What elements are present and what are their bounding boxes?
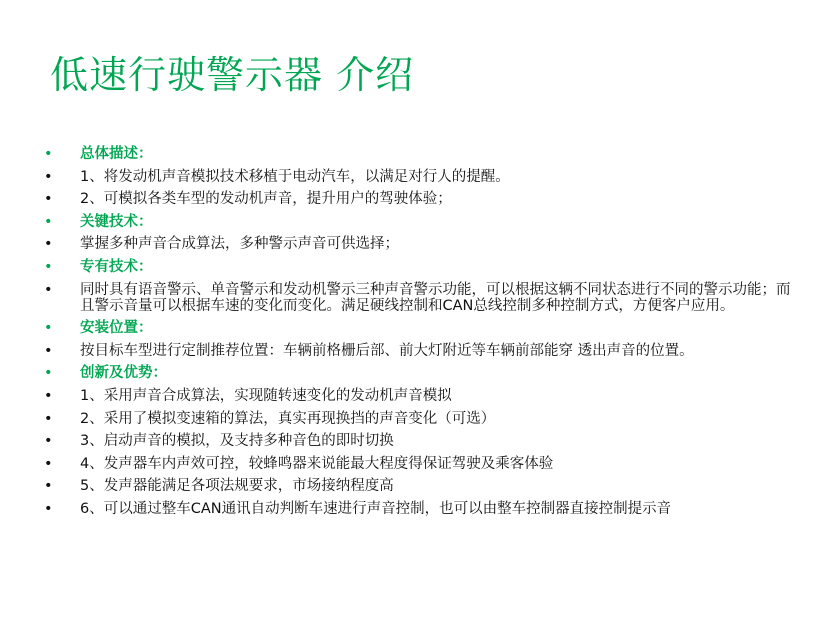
heading-text: 关键技术： <box>80 213 153 230</box>
list-item <box>44 433 804 449</box>
item-text: 2、可模拟各类车型的发动机声音，提升用户的驾驶体验； <box>80 191 452 208</box>
item-text: 同时具有语音警示、单音警示和发动机警示三种声音警示功能，可以根据这辆不同状态进行不同的警示功能；而且警示音量可以根据车速的变化而变化。满足硬线控制和CAN总线控制多种控制方式，方便客户应用。 <box>80 281 791 314</box>
item-text: 2、采用了模拟变速箱的算法，真实再现换挡的声音变化（可选） <box>80 410 496 427</box>
bullet-icon: • <box>44 387 53 404</box>
heading-install-position <box>44 320 804 336</box>
bullet-icon: • <box>44 365 53 382</box>
list-item <box>44 236 804 252</box>
item-text: 1、将发动机声音模拟技术移植于电动汽车，以满足对行人的提醒。 <box>80 168 510 185</box>
list-item <box>44 411 804 427</box>
bullet-icon: • <box>44 433 53 450</box>
heading-proprietary-tech <box>44 259 804 275</box>
item-text: 掌握多种声音合成算法，多种警示声音可供选择； <box>80 236 399 253</box>
bullet-icon: • <box>44 168 53 185</box>
bullet-icon: • <box>44 213 53 230</box>
bullet-icon: • <box>44 146 53 162</box>
heading-text: 专有技术： <box>80 258 153 275</box>
bullet-icon: • <box>44 191 53 208</box>
list-item <box>44 478 804 494</box>
heading-text: 总体描述： <box>80 146 153 162</box>
item-text: 按目标车型进行定制推荐位置：车辆前格栅后部、前大灯附近等车辆前部能穿 透出声音的位置。 <box>80 342 694 359</box>
heading-text: 创新及优势： <box>80 365 167 382</box>
bullet-icon: • <box>44 500 53 517</box>
list-item <box>44 388 804 404</box>
slide-title: 低速行驶警示器 介绍 <box>50 53 415 97</box>
bullet-list <box>44 146 804 524</box>
item-text: 5、发声器能满足各项法规要求，市场接纳程度高 <box>80 478 394 495</box>
list-item <box>44 282 804 314</box>
item-text: 1、采用声音合成算法，实现随转速变化的发动机声音模拟 <box>80 387 452 404</box>
bullet-icon: • <box>44 320 53 337</box>
bullet-icon: • <box>44 236 53 253</box>
list-item <box>44 169 804 185</box>
heading-innovation <box>44 365 804 381</box>
bullet-icon: • <box>44 342 53 359</box>
heading-text: 安装位置： <box>80 320 153 337</box>
item-text: 3、启动声音的模拟，及支持多种音色的即时切换 <box>80 433 394 450</box>
heading-overview <box>44 146 804 162</box>
heading-key-tech <box>44 214 804 230</box>
list-item <box>44 191 804 207</box>
bullet-icon: • <box>44 281 53 298</box>
list-item <box>44 456 804 472</box>
bullet-icon: • <box>44 455 53 472</box>
item-text: 4、发声器车内声效可控，较蜂鸣器来说能最大程度得保证驾驶及乘客体验 <box>80 455 554 472</box>
bullet-icon: • <box>44 478 53 495</box>
bullet-icon: • <box>44 258 53 275</box>
list-item <box>44 501 804 517</box>
item-text: 6、可以通过整车CAN通讯自动判断车速进行声音控制，也可以由整车控制器直接控制提示音 <box>80 500 672 517</box>
bullet-icon: • <box>44 410 53 427</box>
list-item <box>44 343 804 359</box>
